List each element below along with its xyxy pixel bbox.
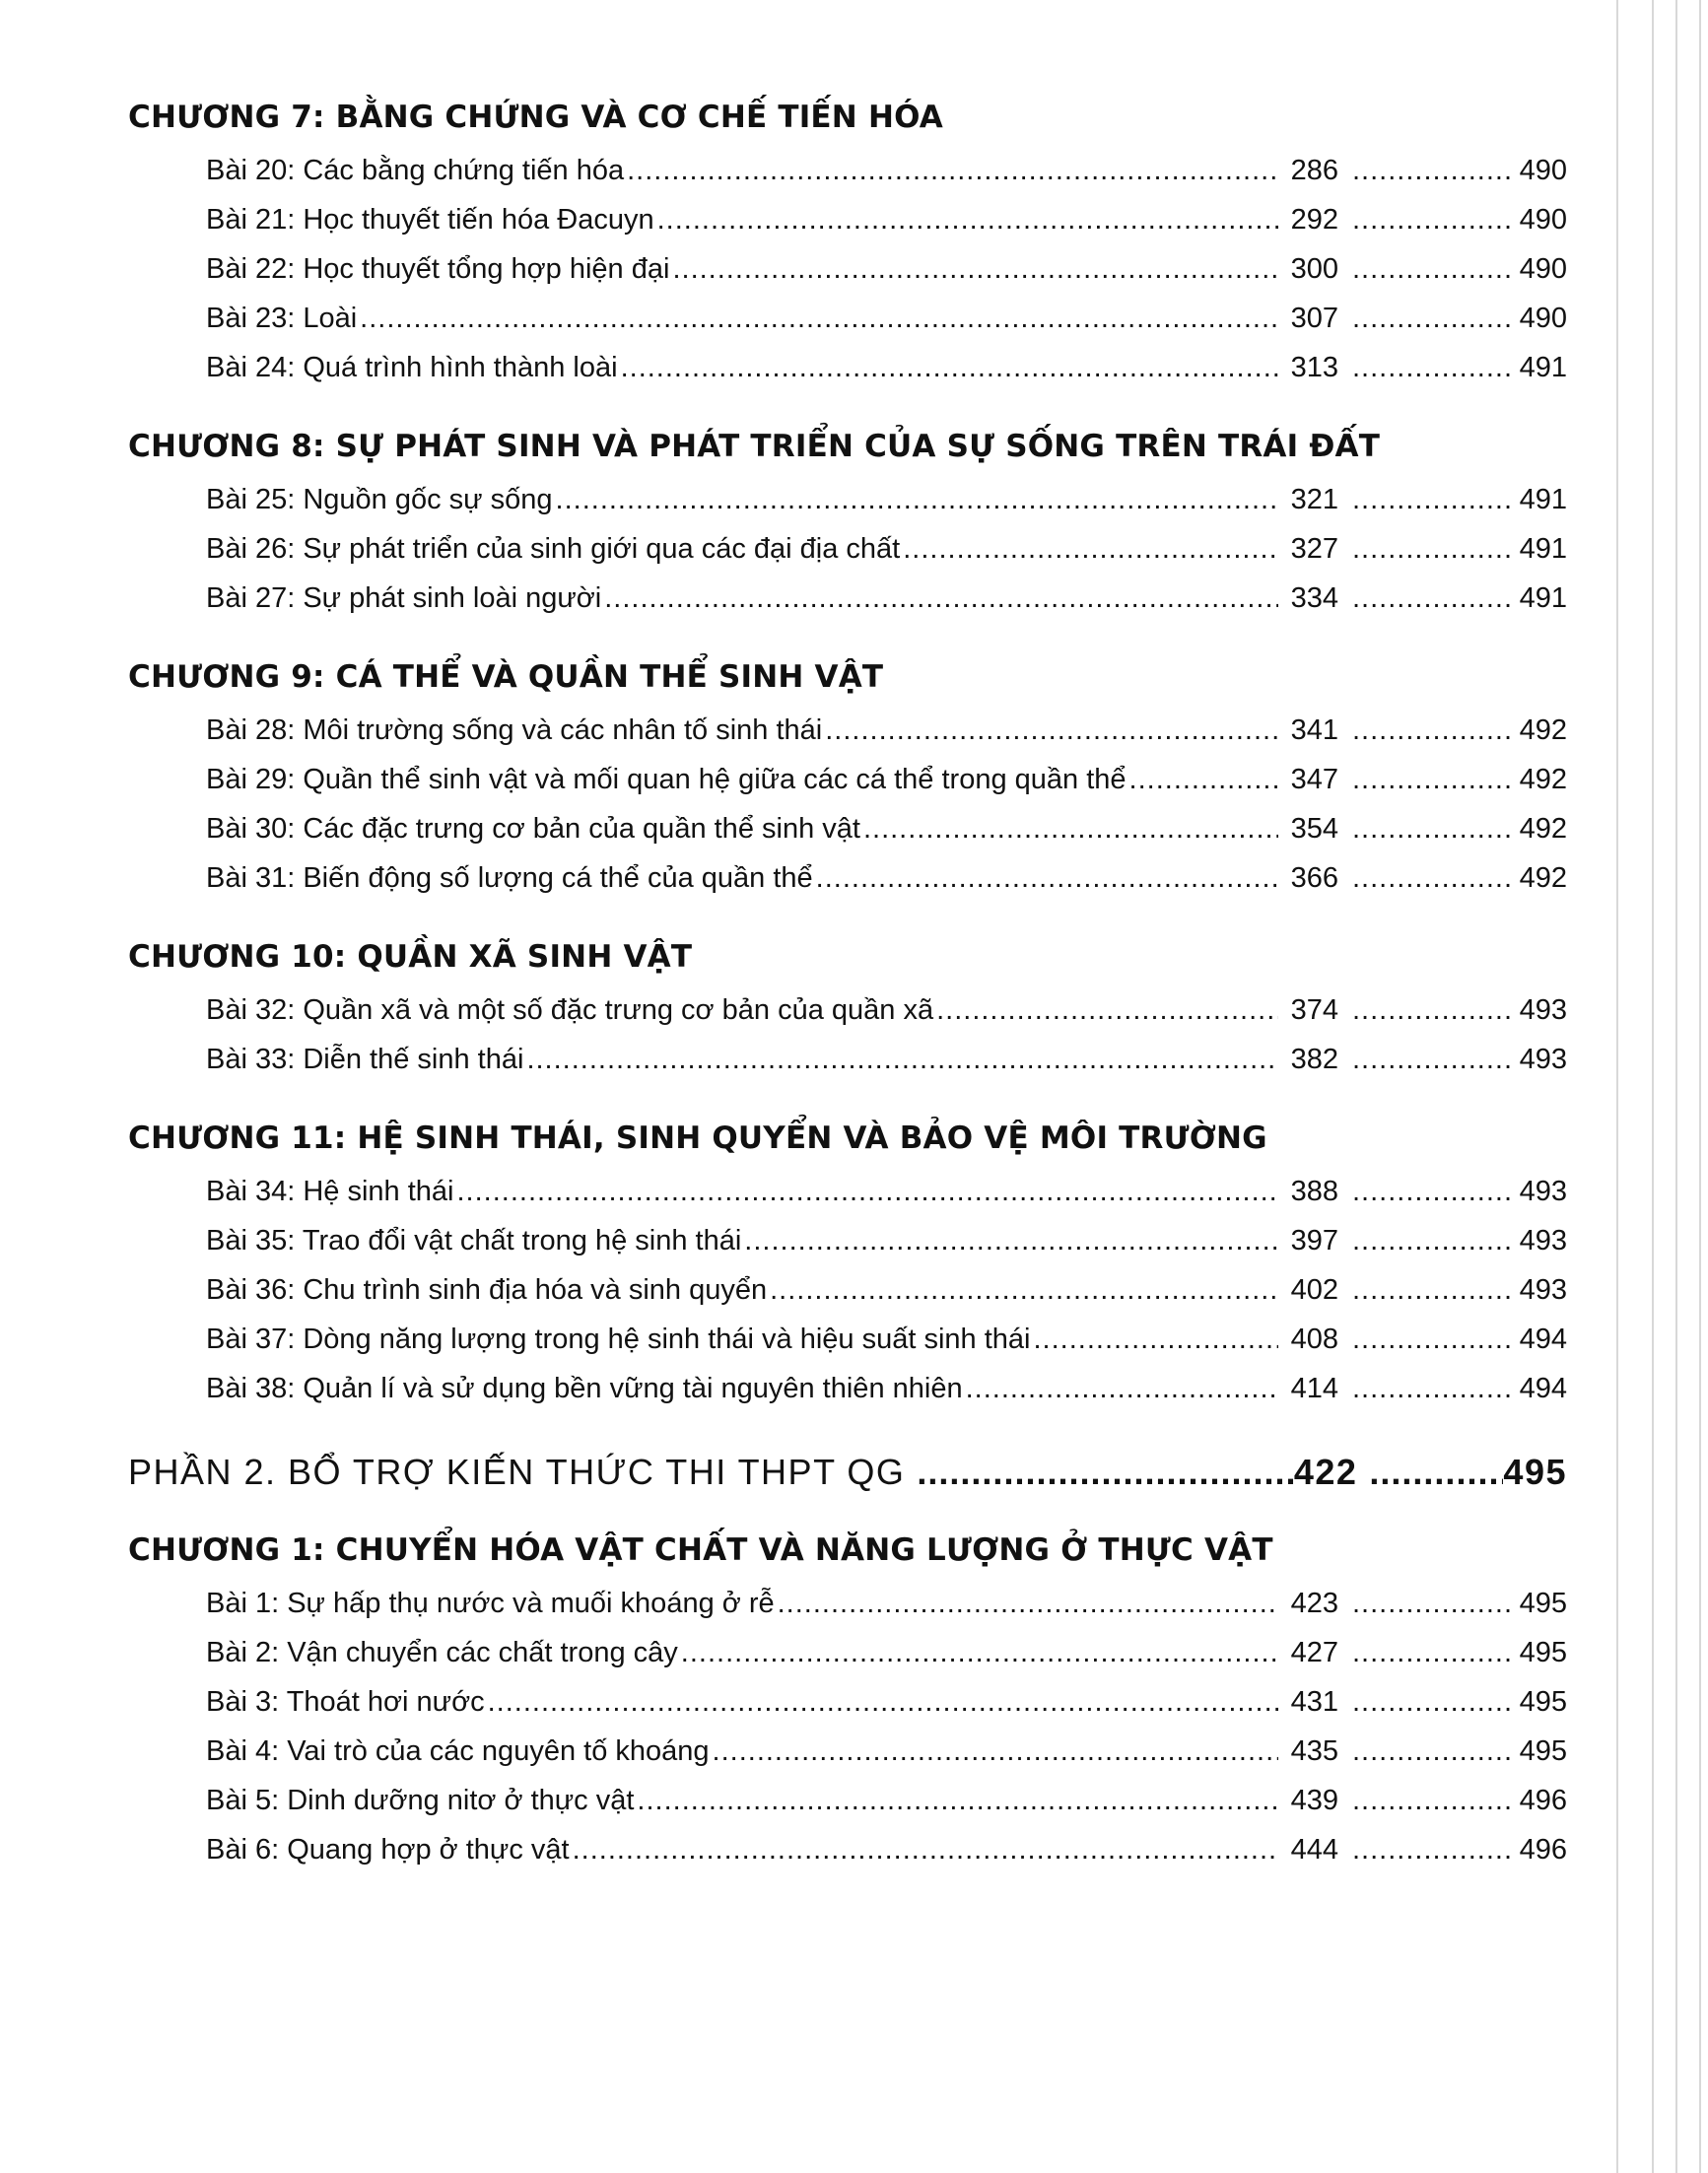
lesson-answer-page: 495 xyxy=(1519,1637,1567,1668)
lesson-name: Bài 21: Học thuyết tiến hóa Đacuyn xyxy=(206,204,654,236)
dot-leader xyxy=(1369,1445,1503,1500)
part-2-page: 422 xyxy=(1293,1452,1358,1492)
lesson-page: 366 xyxy=(1290,862,1338,894)
lesson-page: 292 xyxy=(1290,204,1338,236)
lesson-page: 427 xyxy=(1290,1637,1338,1668)
lesson-row[interactable] xyxy=(128,1727,1567,1776)
dot-leader xyxy=(770,1265,1278,1315)
lesson-row[interactable] xyxy=(128,1825,1567,1874)
lesson-answer-page: 490 xyxy=(1519,204,1567,236)
dot-leader xyxy=(1352,574,1512,623)
lesson-answer-page: 490 xyxy=(1519,303,1567,334)
dot-leader xyxy=(936,985,1278,1035)
dot-leader xyxy=(1352,475,1512,524)
lesson-answer-page: 495 xyxy=(1519,1588,1567,1619)
lesson-row[interactable] xyxy=(128,1216,1567,1265)
lesson-answer-page: 495 xyxy=(1519,1735,1567,1767)
dot-leader xyxy=(556,475,1278,524)
dot-leader xyxy=(1129,755,1278,804)
lesson-row[interactable] xyxy=(128,1628,1567,1677)
part-2-heading[interactable] xyxy=(128,1445,1567,1500)
lesson-row[interactable] xyxy=(128,804,1567,853)
lesson-name: Bài 27: Sự phát sinh loài người xyxy=(206,582,602,614)
dot-leader xyxy=(1352,1727,1512,1776)
dot-leader xyxy=(1352,706,1512,755)
chapter-title[interactable]: CHƯƠNG 9: CÁ THỂ VÀ QUẦN THỂ SINH VẬT xyxy=(128,659,884,695)
lesson-answer-page: 492 xyxy=(1519,714,1567,746)
lesson-name: Bài 3: Thoát hơi nước xyxy=(206,1686,485,1718)
chapter-section xyxy=(128,1116,1567,1413)
lesson-name: Bài 6: Quang hợp ở thực vật xyxy=(206,1834,570,1866)
lesson-page: 408 xyxy=(1290,1324,1338,1355)
lesson-name: Bài 36: Chu trình sinh địa hóa và sinh quyển xyxy=(206,1274,768,1306)
dot-leader xyxy=(456,1167,1278,1216)
lesson-answer-page: 493 xyxy=(1519,994,1567,1026)
lesson-answer-page: 490 xyxy=(1519,253,1567,285)
lesson-answer-page: 495 xyxy=(1519,1686,1567,1718)
dot-leader xyxy=(1352,244,1512,294)
lesson-row[interactable] xyxy=(128,146,1567,195)
lesson-page: 347 xyxy=(1290,764,1338,795)
dot-leader xyxy=(1352,343,1512,392)
lesson-row[interactable] xyxy=(128,985,1567,1035)
lesson-name: Bài 2: Vận chuyển các chất trong cây xyxy=(206,1637,678,1668)
lesson-name: Bài 37: Dòng năng lượng trong hệ sinh thái và hiệu suất sinh thái xyxy=(206,1324,1031,1355)
lesson-row[interactable] xyxy=(128,853,1567,903)
lesson-row[interactable] xyxy=(128,244,1567,294)
lesson-answer-page: 496 xyxy=(1519,1834,1567,1866)
lesson-name: Bài 25: Nguồn gốc sự sống xyxy=(206,484,553,515)
lesson-row[interactable] xyxy=(128,1364,1567,1413)
lesson-row[interactable] xyxy=(128,574,1567,623)
lesson-row[interactable] xyxy=(128,1776,1567,1825)
dot-leader xyxy=(966,1364,1278,1413)
lesson-answer-page: 496 xyxy=(1519,1785,1567,1816)
lesson-row[interactable] xyxy=(128,1265,1567,1315)
dot-leader xyxy=(1352,195,1512,244)
dot-leader xyxy=(1352,1825,1512,1874)
lesson-page: 334 xyxy=(1290,582,1338,614)
lesson-answer-page: 493 xyxy=(1519,1274,1567,1306)
lesson-page: 286 xyxy=(1290,155,1338,186)
dot-leader xyxy=(627,146,1278,195)
lesson-page: 388 xyxy=(1290,1176,1338,1207)
lesson-page: 374 xyxy=(1290,994,1338,1026)
dot-leader xyxy=(778,1579,1278,1628)
lesson-row[interactable] xyxy=(128,1677,1567,1727)
lesson-page: 354 xyxy=(1290,813,1338,845)
lesson-answer-page: 494 xyxy=(1519,1324,1567,1355)
dot-leader xyxy=(744,1216,1278,1265)
lesson-row[interactable] xyxy=(128,755,1567,804)
lesson-page: 402 xyxy=(1290,1274,1338,1306)
lesson-name: Bài 34: Hệ sinh thái xyxy=(206,1176,454,1207)
lesson-name: Bài 35: Trao đổi vật chất trong hệ sinh thái xyxy=(206,1225,742,1256)
dot-leader xyxy=(1352,294,1512,343)
lesson-page: 431 xyxy=(1290,1686,1338,1718)
lesson-row[interactable] xyxy=(128,1035,1567,1084)
dot-leader xyxy=(360,294,1278,343)
lesson-name: Bài 28: Môi trường sống và các nhân tố sinh thái xyxy=(206,714,823,746)
dot-leader xyxy=(621,343,1278,392)
dot-leader xyxy=(1033,1315,1278,1364)
lesson-answer-page: 490 xyxy=(1519,155,1567,186)
table-of-contents xyxy=(128,95,1567,1906)
dot-leader xyxy=(1352,1364,1512,1413)
lesson-row[interactable] xyxy=(128,1579,1567,1628)
lesson-name: Bài 22: Học thuyết tổng hợp hiện đại xyxy=(206,253,670,285)
lesson-row[interactable] xyxy=(128,294,1567,343)
dot-leader xyxy=(604,574,1278,623)
dot-leader xyxy=(816,853,1278,903)
lesson-name: Bài 31: Biến động số lượng cá thể của quần thể xyxy=(206,862,813,894)
chapter-section xyxy=(128,654,1567,903)
dot-leader xyxy=(1352,1167,1512,1216)
lesson-answer-page: 491 xyxy=(1519,533,1567,565)
lesson-page: 423 xyxy=(1290,1588,1338,1619)
dot-leader xyxy=(1352,1216,1512,1265)
lesson-name: Bài 30: Các đặc trưng cơ bản của quần thể sinh vật xyxy=(206,813,860,845)
lesson-page: 313 xyxy=(1290,352,1338,383)
dot-leader xyxy=(637,1776,1278,1825)
dot-leader xyxy=(1352,1265,1512,1315)
lesson-answer-page: 493 xyxy=(1519,1176,1567,1207)
dot-leader xyxy=(825,706,1278,755)
lesson-name: Bài 29: Quần thể sinh vật và mối quan hệ giữa các cá thể trong quần thể xyxy=(206,764,1127,795)
lesson-name: Bài 38: Quản lí và sử dụng bền vững tài nguyên thiên nhiên xyxy=(206,1373,963,1404)
lesson-answer-page: 492 xyxy=(1519,813,1567,845)
dot-leader xyxy=(1352,755,1512,804)
chapter-title[interactable]: CHƯƠNG 7: BẰNG CHỨNG VÀ CƠ CHẾ TIẾN HÓA xyxy=(128,100,943,135)
lesson-row[interactable] xyxy=(128,524,1567,574)
dot-leader xyxy=(917,1445,1293,1500)
lesson-answer-page: 491 xyxy=(1519,484,1567,515)
lesson-answer-page: 493 xyxy=(1519,1044,1567,1075)
dot-leader xyxy=(863,804,1278,853)
lesson-page: 321 xyxy=(1290,484,1338,515)
dot-leader xyxy=(1352,804,1512,853)
dot-leader xyxy=(657,195,1278,244)
lesson-row[interactable] xyxy=(128,1315,1567,1364)
dot-leader xyxy=(1352,1628,1512,1677)
lesson-answer-page: 492 xyxy=(1519,764,1567,795)
dot-leader xyxy=(1352,524,1512,574)
lesson-page: 414 xyxy=(1290,1373,1338,1404)
lesson-answer-page: 491 xyxy=(1519,582,1567,614)
dot-leader xyxy=(1352,985,1512,1035)
part-2-answer-page: 495 xyxy=(1503,1452,1567,1492)
dot-leader xyxy=(1352,1315,1512,1364)
dot-leader xyxy=(1352,1035,1512,1084)
chapter-section xyxy=(128,424,1567,623)
chapter-title[interactable]: CHƯƠNG 10: QUẦN XÃ SINH VẬT xyxy=(128,939,693,975)
chapters-group-a xyxy=(128,95,1567,1413)
lesson-name: Bài 4: Vai trò của các nguyên tố khoáng xyxy=(206,1735,710,1767)
page-edge-lines xyxy=(1614,0,1708,2173)
lesson-page: 444 xyxy=(1290,1834,1338,1866)
dot-leader xyxy=(1352,1677,1512,1727)
lesson-name: Bài 20: Các bằng chứng tiến hóa xyxy=(206,155,625,186)
chapter-title[interactable]: CHƯƠNG 8: SỰ PHÁT SINH VÀ PHÁT TRIỂN CỦA SỰ SỐNG TRÊN TRÁI ĐẤT xyxy=(128,429,1381,464)
dot-leader xyxy=(526,1035,1278,1084)
lesson-page: 341 xyxy=(1290,714,1338,746)
dot-leader xyxy=(713,1727,1278,1776)
chapters-group-b xyxy=(128,1528,1567,1874)
lesson-row[interactable] xyxy=(128,1167,1567,1216)
chapter-title[interactable]: CHƯƠNG 1: CHUYỂN HÓA VẬT CHẤT VÀ NĂNG LƯỢNG Ở THỰC VẬT xyxy=(128,1532,1273,1568)
lesson-page: 397 xyxy=(1290,1225,1338,1256)
lesson-row[interactable] xyxy=(128,195,1567,244)
dot-leader xyxy=(1352,146,1512,195)
dot-leader xyxy=(488,1677,1278,1727)
dot-leader xyxy=(573,1825,1278,1874)
part-2-title: PHẦN 2. BỔ TRỢ KIẾN THỨC THI THPT QG xyxy=(128,1452,906,1492)
lesson-page: 300 xyxy=(1290,253,1338,285)
lesson-answer-page: 491 xyxy=(1519,352,1567,383)
dot-leader xyxy=(681,1628,1278,1677)
dot-leader xyxy=(1352,1776,1512,1825)
dot-leader xyxy=(672,244,1278,294)
lesson-answer-page: 492 xyxy=(1519,862,1567,894)
lesson-name: Bài 1: Sự hấp thụ nước và muối khoáng ở rễ xyxy=(206,1588,775,1619)
lesson-name: Bài 26: Sự phát triển của sinh giới qua các đại địa chất xyxy=(206,533,901,565)
lesson-row[interactable] xyxy=(128,706,1567,755)
lesson-answer-page: 494 xyxy=(1519,1373,1567,1404)
lesson-row[interactable] xyxy=(128,475,1567,524)
lesson-page: 382 xyxy=(1290,1044,1338,1075)
lesson-name: Bài 23: Loài xyxy=(206,303,358,334)
lesson-page: 327 xyxy=(1290,533,1338,565)
chapter-section xyxy=(128,1528,1567,1874)
dot-leader xyxy=(903,524,1278,574)
chapter-section xyxy=(128,95,1567,392)
lesson-page: 435 xyxy=(1290,1735,1338,1767)
lesson-name: Bài 24: Quá trình hình thành loài xyxy=(206,352,618,383)
lesson-row[interactable] xyxy=(128,343,1567,392)
lesson-page: 307 xyxy=(1290,303,1338,334)
chapter-section xyxy=(128,934,1567,1084)
lesson-name: Bài 33: Diễn thế sinh thái xyxy=(206,1044,524,1075)
dot-leader xyxy=(1352,853,1512,903)
lesson-page: 439 xyxy=(1290,1785,1338,1816)
dot-leader xyxy=(1352,1579,1512,1628)
lesson-name: Bài 32: Quần xã và một số đặc trưng cơ bản của quần xã xyxy=(206,994,934,1026)
lesson-name: Bài 5: Dinh dưỡng nitơ ở thực vật xyxy=(206,1785,635,1816)
chapter-title[interactable]: CHƯƠNG 11: HỆ SINH THÁI, SINH QUYỂN VÀ BẢO VỆ MÔI TRƯỜNG xyxy=(128,1120,1267,1156)
lesson-answer-page: 493 xyxy=(1519,1225,1567,1256)
